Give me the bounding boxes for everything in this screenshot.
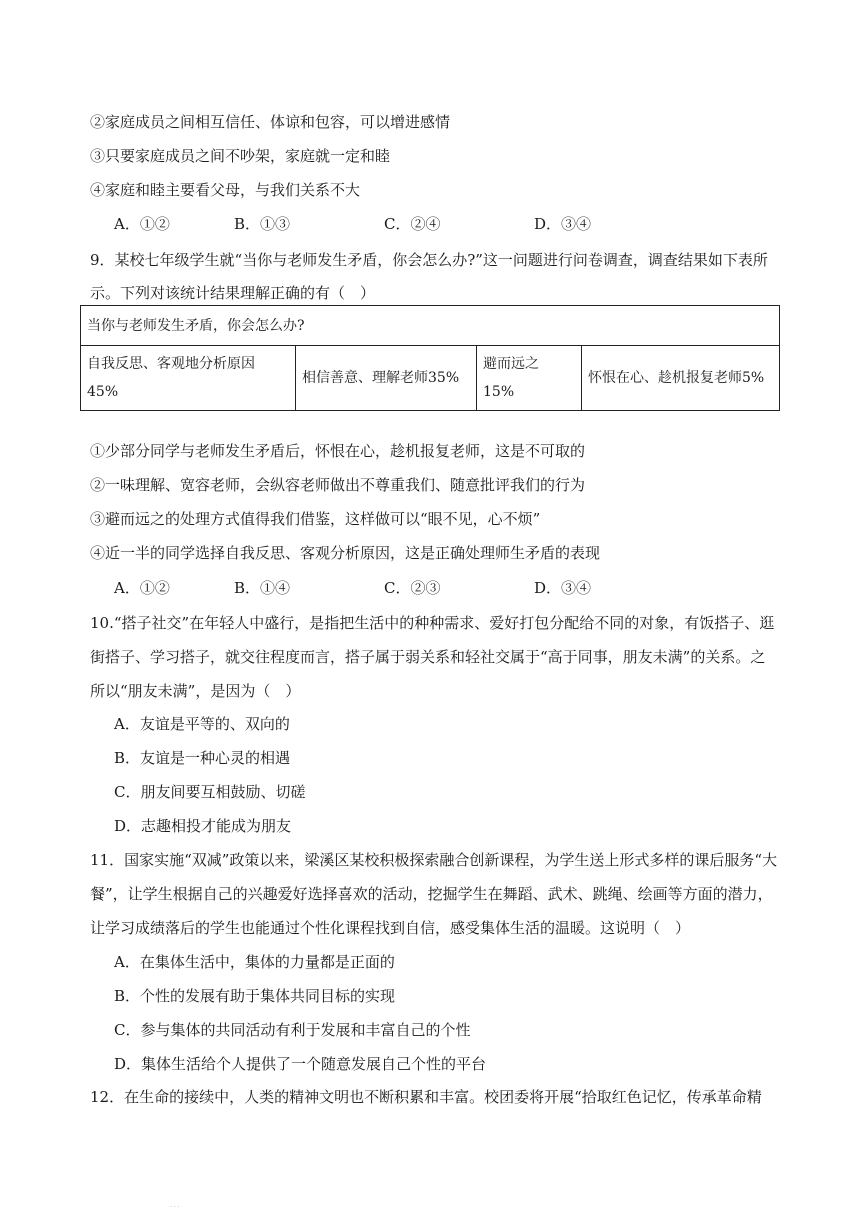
q10-option-c: C．朋友间要互相鼓励、切磋 [114,783,306,801]
q8-statement-3: ③只要家庭成员之间不吵架，家庭就一定和睦 [90,147,391,165]
survey-cell-avoid-percent: 15% [483,384,515,400]
q12-stem-line-1: 12．在生命的接续中，人类的精神文明也不断积累和丰富。校团委将开展“拾取红色记忆，传承革命精 [90,1088,762,1106]
survey-cell-reflect-percent: 45% [87,384,119,400]
q9-option-a: A．①② [114,579,170,597]
q9-option-c: C．②③ [384,579,441,597]
q9-stem-line-1: 9．某校七年级学生就“当你与老师发生矛盾，你会怎么办?”这一问题进行问卷调查，调查结果如下表所 [90,251,768,269]
q9-option-b: B．①④ [234,579,291,597]
q8-statement-2: ②家庭成员之间相互信任、体谅和包容，可以增进感情 [90,113,451,131]
q11-option-b: B．个性的发展有助于集体共同目标的实现 [114,987,396,1005]
q10-stem-line-2: 街搭子、学习搭子，就交往程度而言，搭子属于弱关系和轻社交属于“高于同事，朋友未满”的关系。之 [90,648,766,666]
q9-options [114,578,591,598]
survey-cell-reflect-text: 自我反思、客观地分析原因 [87,356,255,372]
q10-stem-line-3: 所以“朋友未满”，是因为（ ） [90,682,301,700]
survey-cell-revenge: 怀恨在心、趁机报复老师5% [582,346,780,411]
q9-statement-3: ③避而远之的处理方式值得我们借鉴，这样做可以“眼不见，心不烦” [90,510,541,528]
q11-option-d: D．集体生活给个人提供了一个随意发展自己个性的平台 [114,1055,487,1073]
q9-statement-4: ④近一半的同学选择自我反思、客观分析原因，这是正确处理师生矛盾的表现 [90,544,601,562]
q11-stem-line-2: 餐”，让学生根据自己的兴趣爱好选择喜欢的活动，挖掘学生在舞蹈、武术、跳绳、绘画等方面的潜力， [90,885,773,903]
q11-option-a: A．在集体生活中，集体的力量都是正面的 [114,953,395,971]
footer-mark-icon: · · · [170,1204,180,1211]
q8-option-b: B．①③ [234,215,291,233]
q9-option-d: D．③④ [534,579,592,597]
q8-option-c: C．②④ [384,215,441,233]
q10-option-a: A．友谊是平等的、双向的 [114,715,290,733]
q9-stem-line-2: 示。下列对该统计结果理解正确的有（ ） [90,284,376,302]
q11-option-c: C．参与集体的共同活动有利于发展和丰富自己的个性 [114,1021,471,1039]
q10-stem-line-1: 10.“搭子社交”在年轻人中盛行，是指把生活中的种种需求、爱好打包分配给不同的对象，有饭搭子、逛 [90,614,775,632]
q8-option-d: D．③④ [534,215,592,233]
q8-option-a: A．①② [114,215,170,233]
q9-statement-2: ②一味理解、宽容老师，会纵容老师做出不尊重我们、随意批评我们的行为 [90,476,586,494]
q9-statement-1: ①少部分同学与老师发生矛盾后，怀恨在心，趁机报复老师，这是不可取的 [90,442,586,460]
survey-cell-reflect [81,346,296,411]
q8-options [114,214,591,234]
survey-cell-avoid [477,346,582,411]
q10-option-d: D．志趣相投才能成为朋友 [114,817,292,835]
q11-stem-line-3: 让学习成绩落后的学生也能通过个性化课程找到自信，感受集体生活的温暖。这说明（ ） [90,919,691,937]
q8-statement-4: ④家庭和睦主要看父母，与我们关系不大 [90,181,361,199]
q10-option-b: B．友谊是一种心灵的相遇 [114,749,291,767]
q11-stem-line-1: 11．国家实施“双减”政策以来，梁溪区某校积极探索融合创新课程，为学生送上形式多样的课后服务“大 [90,851,778,869]
survey-cell-understand: 相信善意、理解老师35% [296,346,477,411]
survey-cell-avoid-text: 避而远之 [483,356,539,372]
survey-table [80,305,780,411]
survey-table-header: 当你与老师发生矛盾，你会怎么办? [81,306,780,346]
